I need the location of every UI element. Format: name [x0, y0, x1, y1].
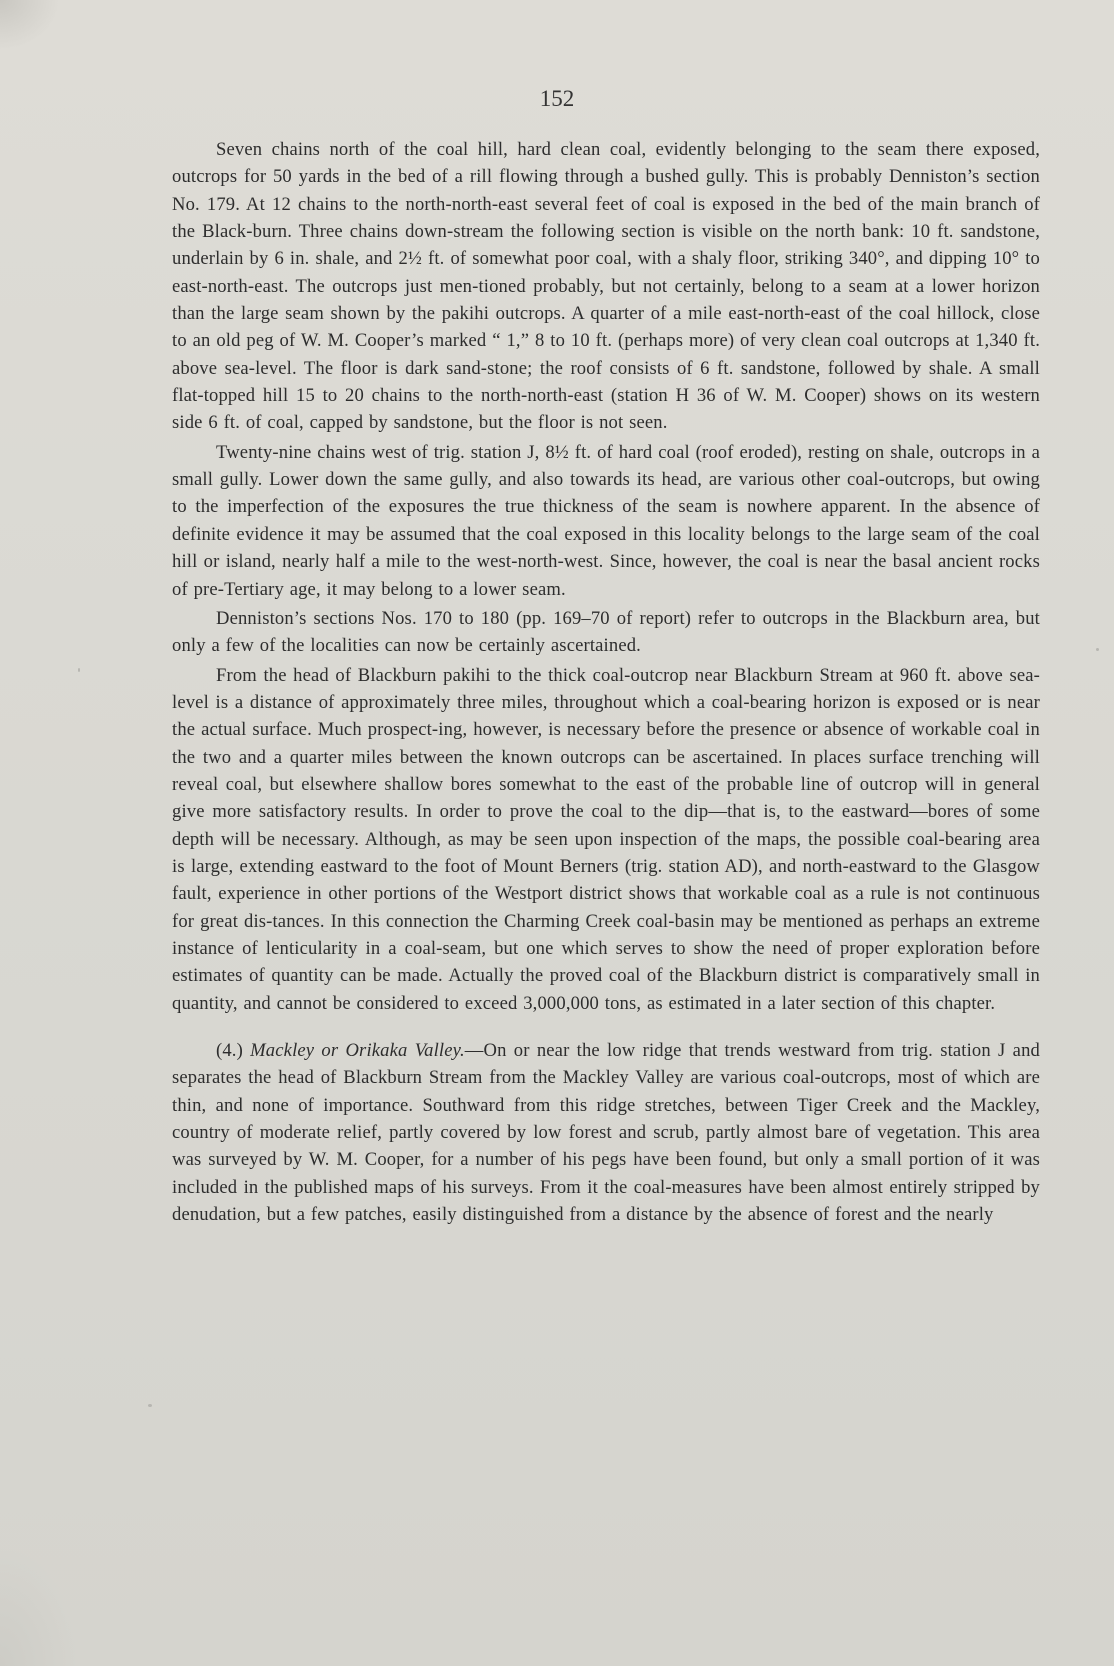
paragraph-2: Twenty-nine chains west of trig. station J, 8½ ft. of hard coal (roof eroded), resting on shale, outcrops in a small gully. Lower down the same gully, and also towards its head, are various other coal-outcrops, but owing to the imperfection of the exposures the true thickness of the seam is nowhere apparent. In the absence of definite evidence it may be assumed that the coal exposed in this locality belongs to the large seam of the coal hill or island, nearly half a mile to the west-north-west. Since, however, the coal is near the basal ancient rocks of pre-Tertiary age, it may belong to a lower seam.	[172, 441, 1040, 600]
body-text	[172, 136, 1040, 1228]
page-corner-shadow-bottom	[0, 1546, 80, 1666]
section-title: Mackley or Orikaka Valley.	[250, 1040, 465, 1061]
paper-fleck	[148, 1404, 152, 1407]
paragraph-4: From the head of Blackburn pakihi to the thick coal-outcrop near Blackburn Stream at 960 ft. above sea-level is a distance of approximately three miles, throughout which a coal-bearing horizon is exposed or is near the actual surface. Much prospect-ing, however, is necessary before the presence or absence of workable coal in the two and a quarter miles between the known outcrops can be ascertained. In places surface trenching will reveal coal, but elsewhere shallow bores somewhat to the east of the probable line of outcrop will in general give more satisfactory results. In order to prove the coal to the dip—that is, to the eastward—bores of some depth will be necessary. Although, as may be seen upon inspection of the maps, the possible coal-bearing area is large, extending eastward to the foot of Mount Berners (trig. station AD), and north-eastward to the Glasgow fault, experience in other portions of the Westport district shows that workable coal as a rule is not continuous for great dis-tances. In this connection the Charming Creek coal-basin may be mentioned as perhaps an extreme instance of lenticularity in a coal-seam, but one which serves to show the need of proper exploration before estimates of quantity can be made. Actually the proved coal of the Blackburn district is comparatively small in quantity, and cannot be considered to exceed 3,000,000 tons, as estimated in a later section of this chapter.	[172, 664, 1040, 1014]
section-number: (4.)	[216, 1040, 243, 1061]
paper-fleck	[78, 668, 80, 672]
paragraph-1: Seven chains north of the coal hill, hard clean coal, evidently belonging to the seam there exposed, outcrops for 50 yards in the bed of a rill flowing through a bushed gully. This is probably Denniston’s section No. 179. At 12 chains to the north-north-east several feet of coal is exposed in the bed of the main branch of the Black-burn. Three chains down-stream the following section is visible on the north bank: 10 ft. sandstone, underlain by 6 in. shale, and 2½ ft. of somewhat poor coal, with a shaly floor, striking 340°, and dipping 10° to east-north-east. The outcrops just men-tioned probably, but not certainly, belong to a seam at a lower horizon than the large seam shown by the pakihi outcrops. A quarter of a mile east-north-east of the coal hillock, close to an old peg of W. M. Cooper’s marked “ 1,” 8 to 10 ft. (perhaps more) of very clean coal outcrops at 1,340 ft. above sea-level. The floor is dark sand-stone; the roof consists of 6 ft. sandstone, followed by shale. A small flat-topped hill 15 to 20 chains to the north-north-east (station H 36 of W. M. Cooper) shows on its western side 6 ft. of coal, capped by sandstone, but the floor is not seen.	[172, 139, 1040, 434]
paragraph-3: Denniston’s sections Nos. 170 to 180 (pp. 169–70 of report) refer to outcrops in the Blackburn area, but only a few of the localities can now be certainly ascertained.	[172, 607, 1040, 657]
paper-fleck	[1096, 648, 1099, 651]
section-text: —On or near the low ridge that trends westward from trig. station J and separates the head of Blackburn Stream from the Mackley Valley are various coal-outcrops, most of which are thin, and none of importance. Southward from this ridge stretches, between Tiger Creek and the Mackley, country of moderate relief, partly covered by low forest and scrub, partly almost bare of vegetation. This area was surveyed by W. M. Cooper, for a number of his pegs have been found, but only a small portion of it was included in the published maps of his surveys. From it the coal-measures have been almost entirely stripped by denudation, but a few patches, easily distinguished from a distance by the absence of forest and the nearly	[172, 1040, 1040, 1226]
page-corner-shadow	[0, 0, 60, 50]
section-paragraph	[172, 1037, 1040, 1228]
page-number: 152	[539, 86, 575, 111]
